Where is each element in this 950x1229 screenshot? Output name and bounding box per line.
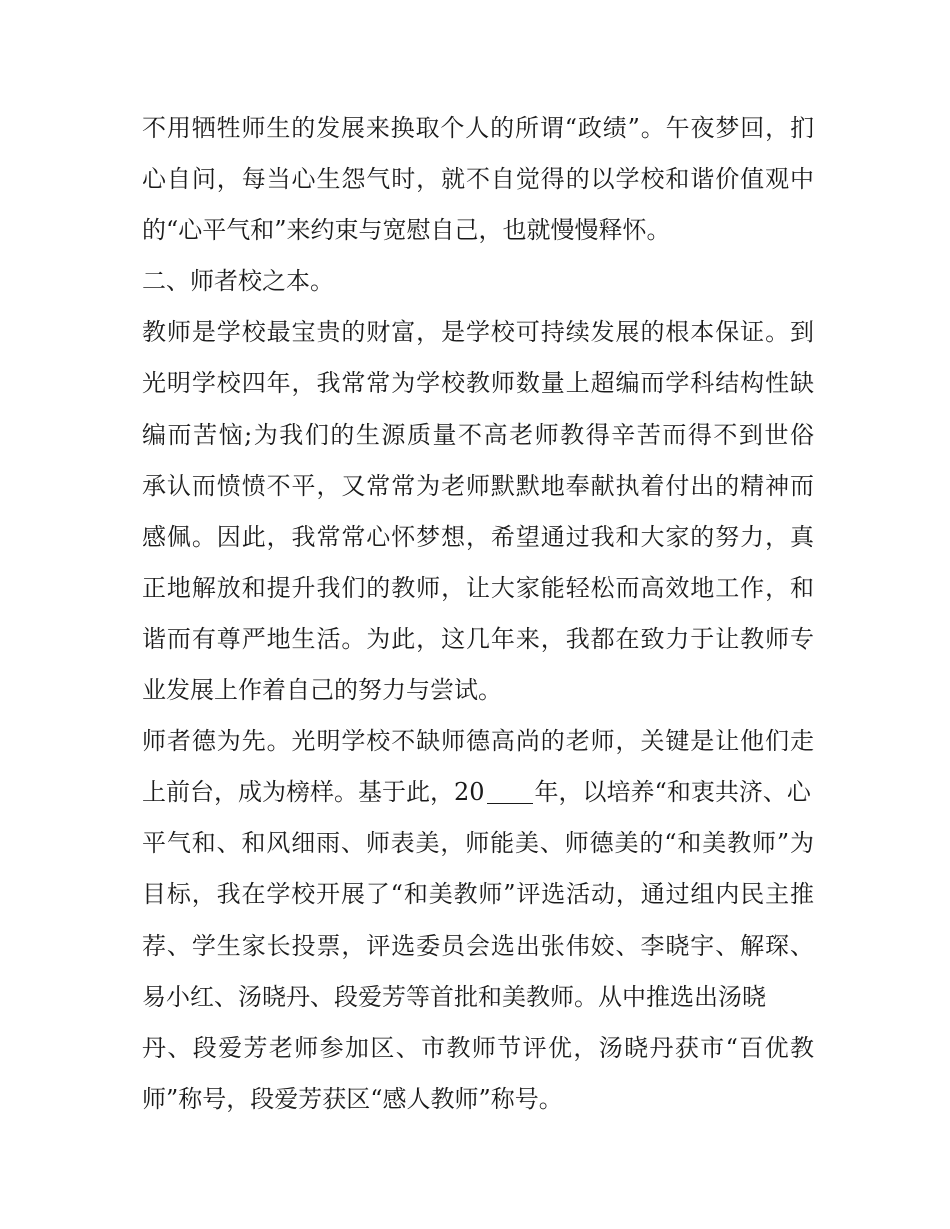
text-line: 的“心平气和”来约束与宽慰自己，也就慢慢释怀。 xyxy=(142,216,671,245)
text-line: 光明学校四年，我常常为学校教师数量上超编而学科结构性缺 xyxy=(142,369,814,398)
text-line: 目标，我在学校开展了“和美教师”评选活动，通过组内民主推 xyxy=(142,880,814,909)
text-line-with-blank xyxy=(142,767,814,818)
text-line: 编而苦恼;为我们的生源质量不高老师教得辛苦而得不到世俗 xyxy=(142,420,814,449)
text-line: 业发展上作着自己的努力与尝试。 xyxy=(142,676,502,705)
text-line: 正地解放和提升我们的教师，让大家能轻松而高效地工作，和 xyxy=(142,573,814,602)
section-heading: 二、师者校之本。 xyxy=(142,267,334,296)
text-line: 心自问，每当心生怨气时，就不自觉得的以学校和谐价值观中 xyxy=(142,165,814,194)
text-line: 师”称号，段爱芳获区“感人教师”称号。 xyxy=(142,1084,563,1113)
text-line: 承认而愤愤不平，又常常为老师默默地奉献执着付出的精神而 xyxy=(142,471,814,500)
text-line: 师者德为先。光明学校不缺师德高尚的老师，关键是让他们走 xyxy=(142,727,814,756)
text-segment: 年，以培养“和衷共济、心 xyxy=(534,778,811,807)
text-line: 易小红、汤晓丹、段爱芳等首批和美教师。从中推选出汤晓 xyxy=(142,982,766,1011)
document-body xyxy=(142,103,814,1125)
text-line: 教师是学校最宝贵的财富，是学校可持续发展的根本保证。到 xyxy=(142,318,814,347)
text-line: 荐、学生家长投票，评选委员会选出张伟姣、李晓宇、解琛、 xyxy=(142,931,814,960)
text-line: 感佩。因此，我常常心怀梦想，希望通过我和大家的努力，真 xyxy=(142,522,814,551)
text-line: 谐而有尊严地生活。为此，这几年来，我都在致力于让教师专 xyxy=(142,624,814,653)
fill-in-blank xyxy=(487,779,533,804)
text-line: 平气和、和风细雨、师表美，师能美、师德美的“和美教师”为 xyxy=(142,829,814,858)
text-line: 不用牺牲师生的发展来换取个人的所谓“政绩”。午夜梦回，扪 xyxy=(142,114,814,142)
text-line: 丹、段爱芳老师参加区、市教师节评优，汤晓丹获市“百优教 xyxy=(142,1033,814,1062)
text-segment: 上前台，成为榜样。基于此，20 xyxy=(142,778,485,807)
